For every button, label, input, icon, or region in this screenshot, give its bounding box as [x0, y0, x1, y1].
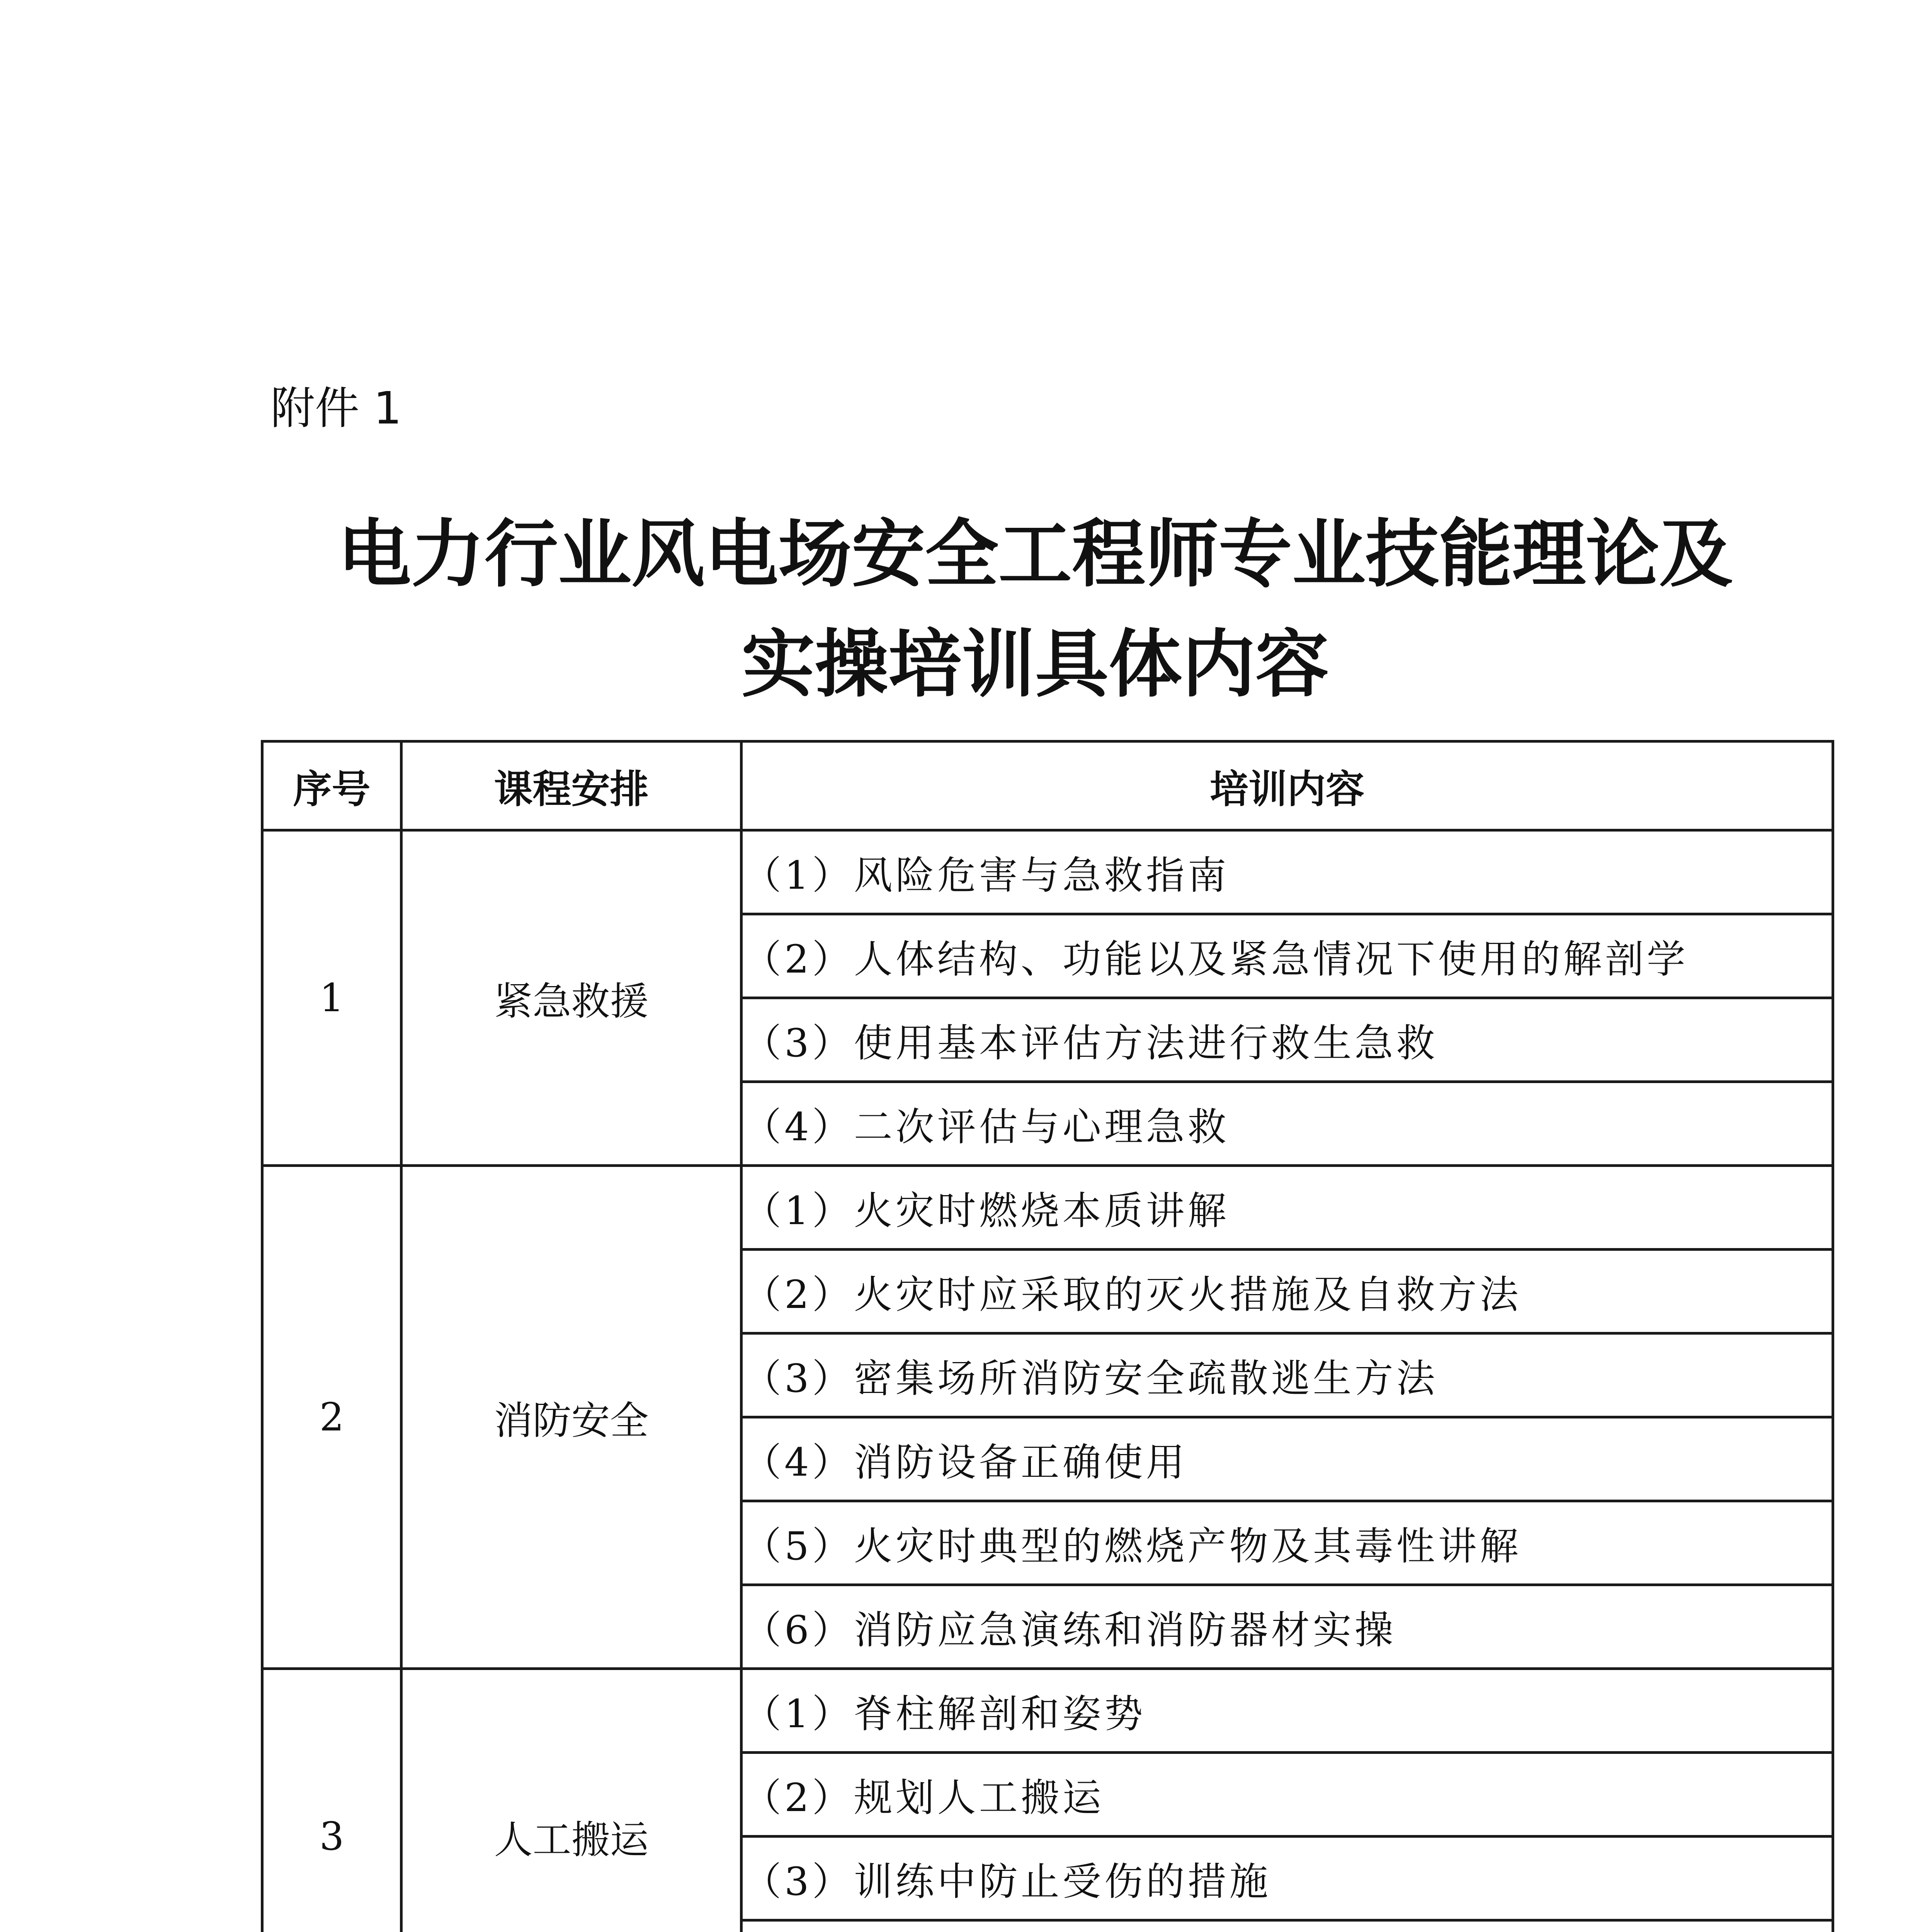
content-cell: （3）密集场所消防安全疏散逃生方法	[742, 1333, 1833, 1417]
content-cell: （2）火灾时应采取的灭火措施及自救方法	[742, 1250, 1833, 1333]
seq-cell: 3	[262, 1669, 401, 1932]
table-row	[262, 830, 1833, 914]
attachment-label: 附件 1	[270, 383, 402, 434]
content-cell: （1）火灾时燃烧本质讲解	[742, 1166, 1833, 1250]
content-cell	[742, 1920, 1833, 1932]
course-cell: 紧急救援	[401, 830, 742, 1166]
document-title-line-2: 实操培训具体内容	[741, 622, 1329, 707]
content-cell: （2）人体结构、功能以及紧急情况下使用的解剖学	[742, 914, 1833, 998]
course-cell: 消防安全	[401, 1166, 742, 1669]
table-row	[262, 1166, 1833, 1250]
content-cell: （6）消防应急演练和消防器材实操	[742, 1585, 1833, 1669]
header-content: 培训内容	[742, 742, 1833, 830]
table-header-row	[262, 742, 1833, 830]
training-content-table	[261, 740, 1834, 1932]
content-cell: （1）脊柱解剖和姿势	[742, 1669, 1833, 1753]
document-title-line-1: 电力行业风电场安全工程师专业技能理论及	[337, 512, 1733, 597]
content-cell: （4）消防设备正确使用	[742, 1417, 1833, 1501]
content-cell: （5）火灾时典型的燃烧产物及其毒性讲解	[742, 1501, 1833, 1585]
seq-cell: 1	[262, 830, 401, 1166]
seq-cell: 2	[262, 1166, 401, 1669]
course-cell: 人工搬运	[401, 1669, 742, 1932]
header-course: 课程安排	[401, 742, 742, 830]
content-cell: （4）二次评估与心理急救	[742, 1082, 1833, 1166]
table-row	[262, 1669, 1833, 1753]
header-seq: 序号	[262, 742, 401, 830]
content-cell: （2）规划人工搬运	[742, 1753, 1833, 1837]
content-cell: （3）使用基本评估方法进行救生急救	[742, 998, 1833, 1082]
content-cell: （1）风险危害与急救指南	[742, 830, 1833, 914]
content-cell: （3）训练中防止受伤的措施	[742, 1837, 1833, 1920]
